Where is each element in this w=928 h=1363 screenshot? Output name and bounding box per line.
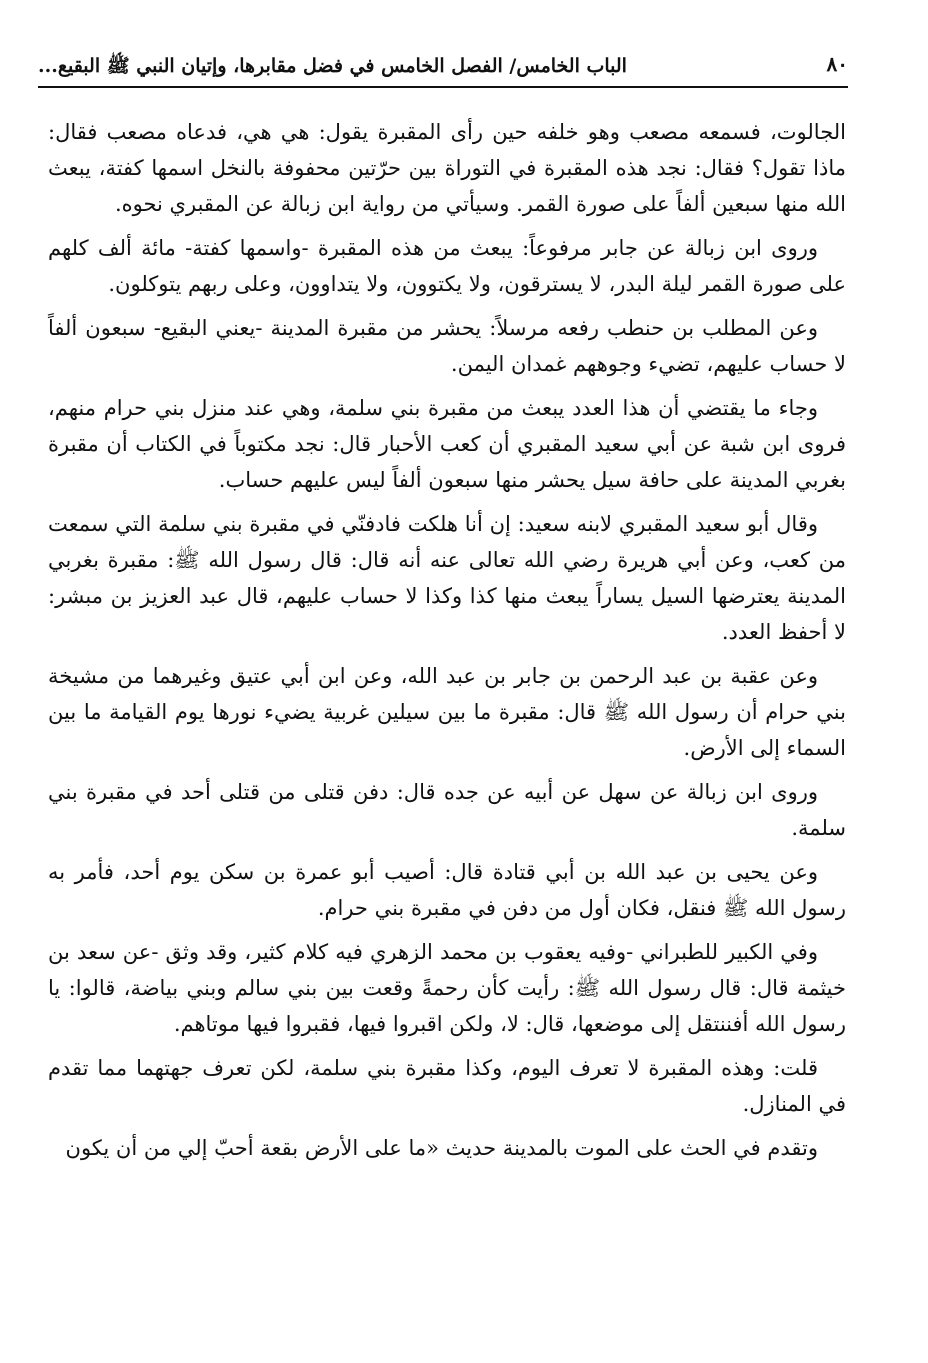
paragraph: وتقدم في الحث على الموت بالمدينة حديث «ما على الأرض بقعة أحبّ إلي من أن يكون [65,1136,818,1160]
page-number: ٨٠ [826,52,848,76]
paragraph: وجاء ما يقتضي أن هذا العدد يبعث من مقبرة بني سلمة، وهي عند منزل بني حرام منهم، فروى ابن شبة عن أبي سعيد المقبري أن كعب الأحبار قال: نجد مكتوباً في الكتاب أن مقبرة بغربي المدينة على حافة سيل يحشر منها سبعون ألفاً ليس عليهم حساب. [48,396,846,492]
paragraph: وروى ابن زبالة عن سهل عن أبيه عن جده قال: دفن قتلى من قتلى أحد في مقبرة بني سلمة. [48,780,846,840]
running-title: الباب الخامس/ الفصل الخامس في فضل مقابرها، وإتيان النبي ﷺ البقيع... [38,55,627,77]
paragraph: وعن المطلب بن حنطب رفعه مرسلاً: يحشر من مقبرة المدينة -يعني البقيع- سبعون ألفاً لا حساب عليهم، تضيء وجوههم غمدان اليمن. [48,316,846,376]
paragraph: وروى ابن زبالة عن جابر مرفوعاً: يبعث من هذه المقبرة -واسمها كفتة- مائة ألف كلهم على صورة القمر ليلة البدر، لا يسترقون، ولا يكتوون، ولا يتداوون، وعلى ربهم يتوكلون. [48,236,846,296]
body-text [48,114,846,1174]
paragraph: وفي الكبير للطبراني -وفيه يعقوب بن محمد الزهري فيه كلام كثير، وقد وثق -عن سعد بن خيثمة قال: قال رسول الله ﷺ: رأيت كأن رحمةً وقعت بين بني سالم وبني بياضة، قالوا: يا رسول الله أفننتقل إلى موضعها، قال: لا، ولكن اقبروا فيها، فقبروا فيها موتاهم. [48,940,846,1036]
page-header [38,46,848,88]
paragraph: وقال أبو سعيد المقبري لابنه سعيد: إن أنا هلكت فادفنّي في مقبرة بني سلمة التي سمعت من كعب، وعن أبي هريرة رضي الله تعالى عنه أنه قال: قال رسول الله ﷺ: مقبرة بغربي المدينة يعترضها السيل يساراً يبعث منها كذا وكذا لا حساب عليهم، قال عبد العزيز بن مبشر: لا أحفظ العدد. [48,512,846,644]
paragraph: الجالوت، فسمعه مصعب وهو خلفه حين رأى المقبرة يقول: هي هي، فدعاه مصعب فقال: ماذا تقول؟ فقال: نجد هذه المقبرة في التوراة بين حرّتين محفوفة بالنخل اسمها كفتة، يبعث الله منها سبعين ألفاً على صورة القمر. وسيأتي من رواية ابن زبالة عن المقبري نحوه. [48,120,846,216]
paragraph: قلت: وهذه المقبرة لا تعرف اليوم، وكذا مقبرة بني سلمة، لكن تعرف جهتهما مما تقدم في المنازل. [48,1056,846,1116]
paragraph: وعن يحيى بن عبد الله بن أبي قتادة قال: أصيب أبو عمرة بن سكن يوم أحد، فأمر به رسول الله ﷺ فنقل، فكان أول من دفن في مقبرة بني حرام. [48,860,846,920]
paragraph: وعن عقبة بن عبد الرحمن بن جابر بن عبد الله، وعن ابن أبي عتيق وغيرهما من مشيخة بني حرام أن رسول الله ﷺ قال: مقبرة ما بين سيلين غربية يضيء نورها يوم القيامة ما بين السماء إلى الأرض. [48,664,846,760]
